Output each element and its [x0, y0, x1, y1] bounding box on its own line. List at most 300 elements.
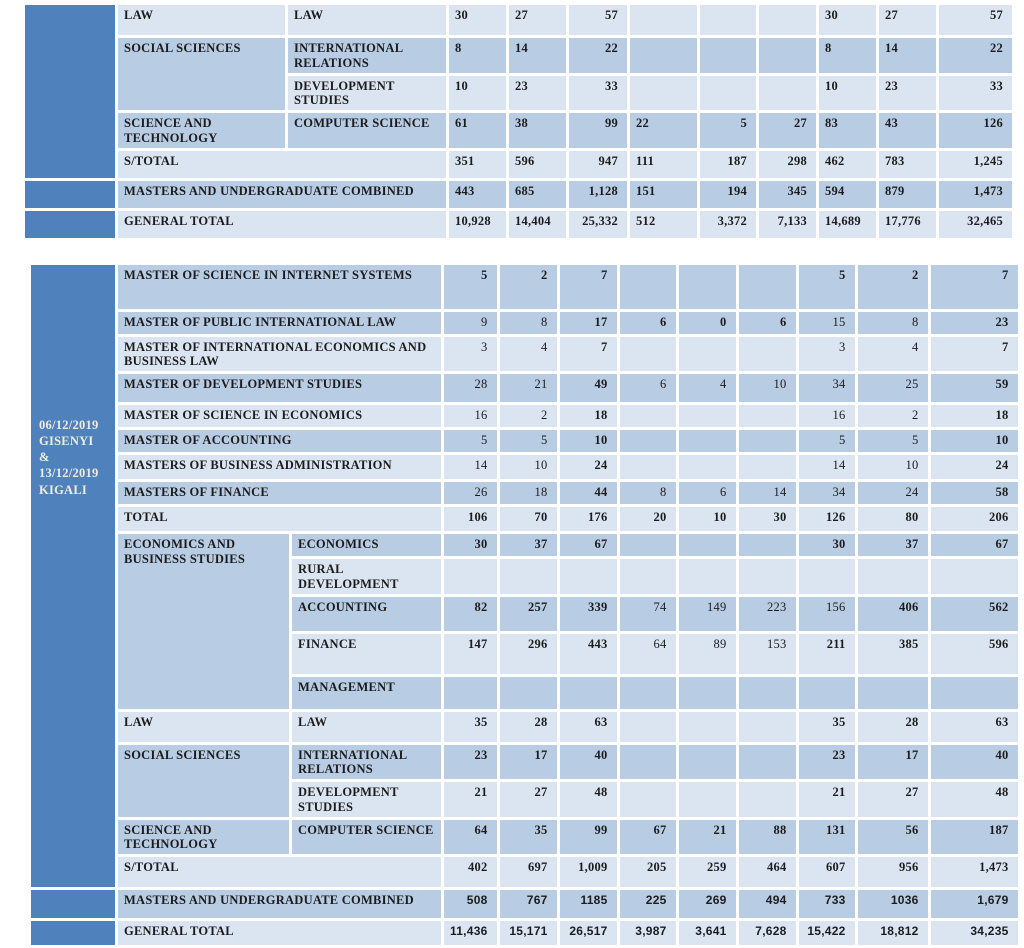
value-cell: 22 — [630, 113, 697, 148]
sidebar-date-line: & — [39, 449, 114, 465]
value-cell: 74 — [620, 597, 676, 631]
value-cell: 494 — [739, 890, 796, 918]
value-cell: 25,332 — [569, 211, 627, 238]
sidebar-bar — [31, 890, 115, 918]
table-row — [31, 857, 1018, 887]
row-label-cell: MASTER OF SCIENCE IN ECONOMICS — [118, 405, 441, 427]
value-cell: 82 — [444, 597, 497, 631]
row-label-cell: MASTERS OF FINANCE — [118, 482, 441, 504]
row-label-cell: MASTER OF DEVELOPMENT STUDIES — [118, 374, 441, 402]
value-cell: 21 — [500, 374, 557, 402]
value-cell: 37 — [500, 534, 557, 556]
enrollment-table-top — [22, 2, 1015, 241]
value-cell — [560, 559, 617, 594]
value-cell — [739, 337, 796, 372]
value-cell — [679, 265, 736, 309]
value-cell — [620, 265, 676, 309]
row-label-cell: TOTAL — [118, 507, 441, 531]
value-cell — [444, 559, 497, 594]
table-row — [31, 820, 1018, 855]
value-cell: 512 — [630, 211, 697, 238]
value-cell: 6 — [739, 312, 796, 334]
value-cell: 48 — [931, 782, 1018, 817]
value-cell — [931, 559, 1018, 594]
sidebar-bar — [31, 921, 115, 945]
value-cell: 8 — [819, 38, 876, 73]
sidebar-bar — [31, 265, 115, 888]
value-cell: 27 — [500, 782, 557, 817]
value-cell — [759, 5, 816, 35]
value-cell: 23 — [879, 76, 936, 111]
value-cell — [858, 559, 928, 594]
program-cell: DEVELOPMENT STUDIES — [292, 782, 441, 817]
value-cell: 5 — [799, 430, 855, 452]
table-row — [31, 430, 1018, 452]
program-cell: COMPUTER SCIENCE — [292, 820, 441, 855]
value-cell: 1,128 — [569, 181, 627, 208]
value-cell: 733 — [799, 890, 855, 918]
value-cell — [679, 559, 736, 594]
value-cell: 4 — [858, 337, 928, 372]
value-cell: 223 — [739, 597, 796, 631]
value-cell: 21 — [679, 820, 736, 855]
value-cell: 187 — [931, 820, 1018, 855]
program-cell: COMPUTER SCIENCE — [288, 113, 446, 148]
value-cell: 32,465 — [939, 211, 1012, 238]
program-cell: ECONOMICS — [292, 534, 441, 556]
value-cell: 5 — [700, 113, 756, 148]
table-row — [31, 405, 1018, 427]
value-cell — [759, 38, 816, 73]
value-cell: 4 — [500, 337, 557, 372]
value-cell: 30 — [444, 534, 497, 556]
value-cell: 2 — [858, 405, 928, 427]
value-cell: 10 — [858, 455, 928, 479]
value-cell: 7 — [560, 265, 617, 309]
value-cell: 23 — [509, 76, 566, 111]
value-cell: 35 — [500, 820, 557, 855]
value-cell: 153 — [739, 634, 796, 674]
value-cell: 351 — [449, 151, 506, 178]
value-cell — [700, 5, 756, 35]
row-label-cell: MASTER OF ACCOUNTING — [118, 430, 441, 452]
faculty-cell: SOCIAL SCIENCES — [118, 745, 289, 817]
row-label-cell: MASTERS AND UNDERGRADUATE COMBINED — [118, 890, 441, 918]
value-cell: 464 — [739, 857, 796, 887]
value-cell: 225 — [620, 890, 676, 918]
value-cell — [444, 677, 497, 709]
value-cell: 5 — [444, 265, 497, 309]
value-cell — [620, 430, 676, 452]
value-cell: 33 — [939, 76, 1012, 111]
value-cell: 22 — [939, 38, 1012, 73]
value-cell: 402 — [444, 857, 497, 887]
table-row — [31, 482, 1018, 504]
value-cell: 296 — [500, 634, 557, 674]
value-cell: 23 — [444, 745, 497, 780]
faculty-cell: LAW — [118, 5, 285, 35]
value-cell — [759, 76, 816, 111]
program-cell: LAW — [292, 712, 441, 742]
sidebar-bar — [25, 211, 115, 238]
value-cell: 88 — [739, 820, 796, 855]
value-cell: 83 — [819, 113, 876, 148]
value-cell — [739, 455, 796, 479]
value-cell — [931, 677, 1018, 709]
value-cell — [679, 782, 736, 817]
value-cell — [679, 677, 736, 709]
table-row — [31, 312, 1018, 334]
value-cell: 14 — [509, 38, 566, 73]
table-row — [31, 337, 1018, 372]
value-cell: 43 — [879, 113, 936, 148]
value-cell: 24 — [931, 455, 1018, 479]
value-cell: 27 — [879, 5, 936, 35]
value-cell: 1,473 — [939, 181, 1012, 208]
enrollment-table-gisenyi-kigali — [28, 262, 1021, 948]
table-row — [31, 374, 1018, 402]
value-cell: 17 — [560, 312, 617, 334]
value-cell: 67 — [931, 534, 1018, 556]
value-cell — [739, 559, 796, 594]
value-cell: 205 — [620, 857, 676, 887]
value-cell: 443 — [560, 634, 617, 674]
value-cell: 28 — [444, 374, 497, 402]
value-cell: 27 — [858, 782, 928, 817]
value-cell: 56 — [858, 820, 928, 855]
value-cell: 15,422 — [799, 921, 855, 945]
value-cell: 5 — [444, 430, 497, 452]
table-row — [31, 712, 1018, 742]
value-cell: 17 — [500, 745, 557, 780]
value-cell: 25 — [858, 374, 928, 402]
value-cell: 10 — [449, 76, 506, 111]
value-cell: 80 — [858, 507, 928, 531]
row-label-cell: GENERAL TOTAL — [118, 921, 441, 945]
value-cell: 63 — [560, 712, 617, 742]
program-cell: ACCOUNTING — [292, 597, 441, 631]
value-cell — [620, 677, 676, 709]
value-cell: 58 — [931, 482, 1018, 504]
value-cell: 67 — [620, 820, 676, 855]
value-cell: 21 — [799, 782, 855, 817]
sidebar-date-line: GISENYI — [39, 433, 114, 449]
row-label-cell: MASTERS OF BUSINESS ADMINISTRATION — [118, 455, 441, 479]
value-cell: 20 — [620, 507, 676, 531]
value-cell: 3,372 — [700, 211, 756, 238]
row-label-cell: GENERAL TOTAL — [118, 211, 446, 238]
table-row — [31, 507, 1018, 531]
value-cell: 156 — [799, 597, 855, 631]
value-cell — [700, 76, 756, 111]
value-cell: 126 — [939, 113, 1012, 148]
value-cell — [739, 712, 796, 742]
value-cell: 345 — [759, 181, 816, 208]
table-row — [25, 113, 1012, 148]
value-cell: 194 — [700, 181, 756, 208]
value-cell — [679, 337, 736, 372]
value-cell — [630, 38, 697, 73]
value-cell: 5 — [500, 430, 557, 452]
row-label-cell: S/TOTAL — [118, 857, 441, 887]
value-cell: 18,812 — [858, 921, 928, 945]
value-cell: 111 — [630, 151, 697, 178]
value-cell: 443 — [449, 181, 506, 208]
value-cell: 1,679 — [931, 890, 1018, 918]
value-cell: 685 — [509, 181, 566, 208]
value-cell — [679, 455, 736, 479]
value-cell: 176 — [560, 507, 617, 531]
value-cell — [679, 405, 736, 427]
value-cell: 3,641 — [679, 921, 736, 945]
value-cell: 57 — [569, 5, 627, 35]
value-cell: 14 — [799, 455, 855, 479]
value-cell: 16 — [799, 405, 855, 427]
value-cell: 64 — [444, 820, 497, 855]
value-cell: 151 — [630, 181, 697, 208]
value-cell: 30 — [819, 5, 876, 35]
value-cell: 26,517 — [560, 921, 617, 945]
program-cell: INTERNATIONAL RELATIONS — [288, 38, 446, 73]
value-cell: 17 — [858, 745, 928, 780]
value-cell: 30 — [799, 534, 855, 556]
value-cell: 596 — [509, 151, 566, 178]
sidebar-date-line: KIGALI — [39, 482, 114, 498]
value-cell: 11,436 — [444, 921, 497, 945]
value-cell: 99 — [560, 820, 617, 855]
value-cell: 99 — [569, 113, 627, 148]
value-cell: 67 — [560, 534, 617, 556]
value-cell — [560, 677, 617, 709]
value-cell — [679, 712, 736, 742]
value-cell — [739, 534, 796, 556]
value-cell: 956 — [858, 857, 928, 887]
value-cell: 149 — [679, 597, 736, 631]
value-cell: 385 — [858, 634, 928, 674]
value-cell — [620, 559, 676, 594]
value-cell: 30 — [739, 507, 796, 531]
value-cell — [739, 430, 796, 452]
value-cell: 269 — [679, 890, 736, 918]
value-cell — [630, 5, 697, 35]
value-cell: 6 — [620, 374, 676, 402]
value-cell: 596 — [931, 634, 1018, 674]
sidebar-bar — [25, 5, 115, 178]
value-cell — [620, 712, 676, 742]
value-cell: 18 — [500, 482, 557, 504]
value-cell: 1,473 — [931, 857, 1018, 887]
value-cell: 298 — [759, 151, 816, 178]
program-cell: MANAGEMENT — [292, 677, 441, 709]
value-cell — [739, 265, 796, 309]
value-cell: 8 — [449, 38, 506, 73]
row-label-cell: MASTER OF INTERNATIONAL ECONOMICS AND BUSINESS LAW — [118, 337, 441, 372]
table-row — [31, 534, 1018, 556]
value-cell: 8 — [858, 312, 928, 334]
value-cell: 61 — [449, 113, 506, 148]
value-cell: 131 — [799, 820, 855, 855]
value-cell: 15 — [799, 312, 855, 334]
value-cell: 48 — [560, 782, 617, 817]
value-cell: 211 — [799, 634, 855, 674]
value-cell: 5 — [858, 430, 928, 452]
value-cell: 2 — [858, 265, 928, 309]
value-cell: 35 — [799, 712, 855, 742]
value-cell: 10,928 — [449, 211, 506, 238]
value-cell: 27 — [509, 5, 566, 35]
value-cell: 38 — [509, 113, 566, 148]
value-cell: 23 — [931, 312, 1018, 334]
value-cell: 10 — [739, 374, 796, 402]
value-cell: 49 — [560, 374, 617, 402]
value-cell: 15,171 — [500, 921, 557, 945]
value-cell — [739, 677, 796, 709]
value-cell: 147 — [444, 634, 497, 674]
table-row — [25, 5, 1012, 35]
value-cell: 16 — [444, 405, 497, 427]
sidebar-date-line: 06/12/2019 — [39, 417, 114, 433]
value-cell: 126 — [799, 507, 855, 531]
value-cell: 14,689 — [819, 211, 876, 238]
table-row — [25, 38, 1012, 73]
program-cell: INTERNATIONAL RELATIONS — [292, 745, 441, 780]
value-cell: 3 — [799, 337, 855, 372]
value-cell: 1185 — [560, 890, 617, 918]
value-cell: 0 — [679, 312, 736, 334]
value-cell — [679, 745, 736, 780]
value-cell: 8 — [620, 482, 676, 504]
value-cell: 2 — [500, 265, 557, 309]
value-cell: 21 — [444, 782, 497, 817]
value-cell: 106 — [444, 507, 497, 531]
value-cell — [700, 38, 756, 73]
table-row — [25, 211, 1012, 238]
value-cell: 697 — [500, 857, 557, 887]
value-cell: 508 — [444, 890, 497, 918]
table-row — [25, 181, 1012, 208]
value-cell — [799, 559, 855, 594]
value-cell — [679, 430, 736, 452]
value-cell — [500, 559, 557, 594]
value-cell — [799, 677, 855, 709]
value-cell: 26 — [444, 482, 497, 504]
value-cell: 607 — [799, 857, 855, 887]
value-cell: 7 — [560, 337, 617, 372]
faculty-cell: SCIENCE AND TECHNOLOGY — [118, 113, 285, 148]
value-cell: 3 — [444, 337, 497, 372]
table-row — [31, 921, 1018, 945]
program-cell: RURAL DEVELOPMENT — [292, 559, 441, 594]
value-cell: 7 — [931, 337, 1018, 372]
value-cell: 2 — [500, 405, 557, 427]
value-cell: 206 — [931, 507, 1018, 531]
value-cell — [630, 76, 697, 111]
value-cell: 14 — [444, 455, 497, 479]
value-cell: 4 — [679, 374, 736, 402]
value-cell: 8 — [500, 312, 557, 334]
value-cell: 7 — [931, 265, 1018, 309]
faculty-cell: SOCIAL SCIENCES — [118, 38, 285, 110]
value-cell: 1036 — [858, 890, 928, 918]
value-cell: 18 — [931, 405, 1018, 427]
value-cell: 34 — [799, 374, 855, 402]
value-cell: 64 — [620, 634, 676, 674]
value-cell — [620, 337, 676, 372]
value-cell: 3,987 — [620, 921, 676, 945]
value-cell: 259 — [679, 857, 736, 887]
value-cell: 6 — [679, 482, 736, 504]
sidebar-bar — [25, 181, 115, 208]
value-cell — [620, 534, 676, 556]
value-cell: 40 — [560, 745, 617, 780]
value-cell: 257 — [500, 597, 557, 631]
value-cell: 594 — [819, 181, 876, 208]
value-cell: 18 — [560, 405, 617, 427]
value-cell: 34,235 — [931, 921, 1018, 945]
value-cell — [679, 534, 736, 556]
value-cell: 89 — [679, 634, 736, 674]
value-cell: 24 — [858, 482, 928, 504]
value-cell: 947 — [569, 151, 627, 178]
value-cell: 562 — [931, 597, 1018, 631]
row-label-cell: MASTER OF SCIENCE IN INTERNET SYSTEMS — [118, 265, 441, 309]
faculty-cell: ECONOMICS AND BUSINESS STUDIES — [118, 534, 289, 709]
value-cell: 339 — [560, 597, 617, 631]
value-cell: 406 — [858, 597, 928, 631]
value-cell: 33 — [569, 76, 627, 111]
value-cell: 59 — [931, 374, 1018, 402]
program-cell: LAW — [288, 5, 446, 35]
faculty-cell: SCIENCE AND TECHNOLOGY — [118, 820, 289, 855]
value-cell: 462 — [819, 151, 876, 178]
value-cell: 1,245 — [939, 151, 1012, 178]
value-cell: 17,776 — [879, 211, 936, 238]
value-cell: 10 — [560, 430, 617, 452]
value-cell — [500, 677, 557, 709]
value-cell: 14,404 — [509, 211, 566, 238]
table-row — [31, 745, 1018, 780]
table-row — [31, 890, 1018, 918]
program-cell: FINANCE — [292, 634, 441, 674]
program-cell: DEVELOPMENT STUDIES — [288, 76, 446, 111]
value-cell: 28 — [858, 712, 928, 742]
value-cell: 5 — [799, 265, 855, 309]
value-cell: 24 — [560, 455, 617, 479]
value-cell: 30 — [449, 5, 506, 35]
value-cell: 27 — [759, 113, 816, 148]
row-label-cell: S/TOTAL — [118, 151, 446, 178]
value-cell: 44 — [560, 482, 617, 504]
table-row — [25, 151, 1012, 178]
value-cell — [620, 455, 676, 479]
value-cell: 7,133 — [759, 211, 816, 238]
value-cell: 14 — [879, 38, 936, 73]
value-cell: 14 — [739, 482, 796, 504]
value-cell: 35 — [444, 712, 497, 742]
value-cell — [739, 405, 796, 427]
value-cell: 767 — [500, 890, 557, 918]
value-cell — [739, 782, 796, 817]
value-cell: 23 — [799, 745, 855, 780]
table-row — [31, 265, 1018, 309]
value-cell: 9 — [444, 312, 497, 334]
table-row — [31, 455, 1018, 479]
value-cell: 57 — [939, 5, 1012, 35]
value-cell: 10 — [679, 507, 736, 531]
value-cell: 34 — [799, 482, 855, 504]
value-cell: 1,009 — [560, 857, 617, 887]
value-cell: 783 — [879, 151, 936, 178]
